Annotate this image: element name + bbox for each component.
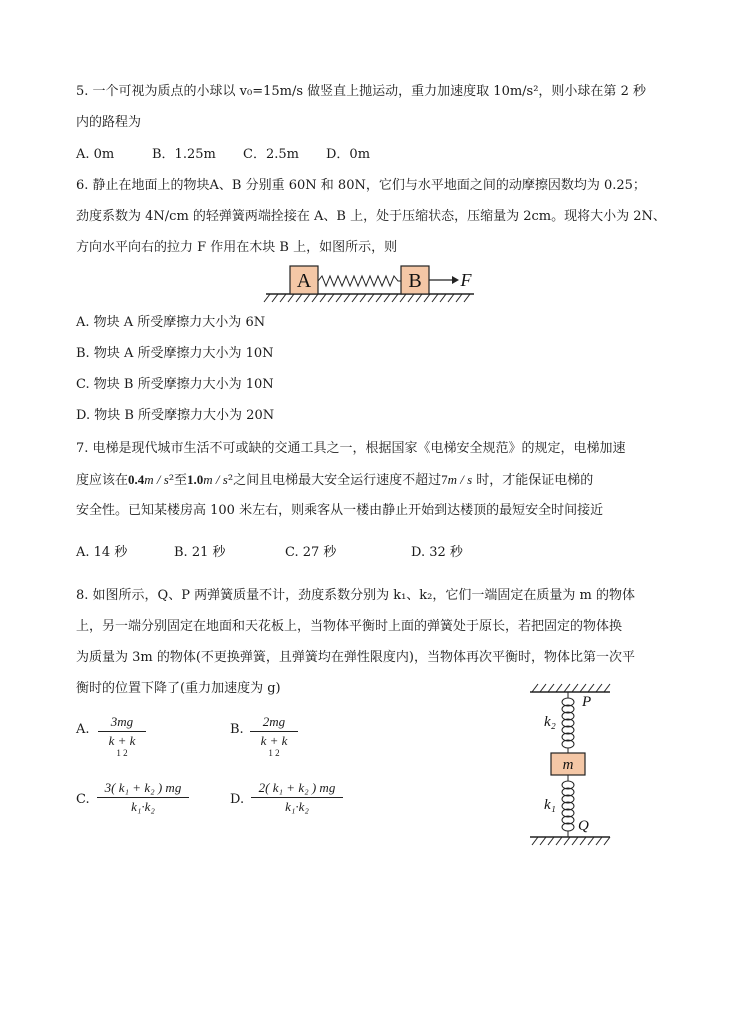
q7-line2: 度应该在0.4m / s²至1.0m / s²之间且电梯最大安全运行速度不超过7m / s 时，才能保证电梯的 — [76, 472, 594, 488]
q7-line1: 7. 电梯是现代城市生活不可或缺的交通工具之一，根据国家《电梯安全规范》的规定，电梯加速 — [76, 441, 626, 456]
q8-line4: 衡时的位置下降了(重力加速度为 g) — [76, 681, 281, 696]
q6-option-d: D. 物块 B 所受摩擦力大小为 20N — [76, 408, 275, 423]
q8-option-b-fraction: 2mg k + k 1 2 — [250, 714, 298, 758]
spring — [318, 276, 401, 286]
block-a-label: A — [296, 270, 312, 292]
q8-option-c-label: C. — [76, 792, 90, 807]
q8-option-b-label: B. — [230, 722, 244, 737]
q5-option-a: A. 0m — [76, 147, 115, 162]
q5-line2: 内的路程为 — [76, 115, 142, 130]
q6-line3: 方向水平向右的拉力 F 作用在木块 B 上，如图所示，则 — [76, 240, 398, 255]
force-label: F — [460, 270, 472, 290]
q8-option-a-fraction: 3mg k + k 1 2 — [98, 714, 146, 758]
block-b-label: B — [408, 270, 422, 292]
q8-option-a-label: A. — [76, 722, 90, 737]
spring-q — [562, 775, 574, 837]
q6-option-a: A. 物块 A 所受摩擦力大小为 6N — [76, 315, 266, 330]
q7-option-c: C. 27 秒 — [285, 545, 337, 560]
label-p: P — [582, 694, 592, 710]
q8-line3: 为质量为 3m 的物体(不更换弹簧，且弹簧均在弹性限度内)，当物体再次平衡时，物体比第一次平 — [76, 650, 636, 665]
label-q: Q — [578, 818, 589, 834]
spring-p — [562, 692, 574, 753]
q8-option-d-label: D. — [230, 792, 245, 807]
q8-line2: 上，另一端分别固定在地面和天花板上，当物体平衡时上面的弹簧处于原长，若把固定的物体换 — [76, 619, 623, 634]
q5-line1: 5. 一个可视为质点的小球以 v₀=15m/s 做竖直上抛运动，重力加速度取 10m/s²，则小球在第 2 秒 — [76, 84, 646, 99]
q5-option-c: C．2.5m — [243, 147, 299, 162]
q8-option-c-fraction: 3( k₁ + k₂ ) mg k₁·k₂ — [97, 780, 189, 815]
q5-option-d: D．0m — [326, 147, 371, 162]
q7-option-a: A. 14 秒 — [76, 545, 128, 560]
q6-option-b: B. 物块 A 所受摩擦力大小为 10N — [76, 346, 274, 361]
vertical-springs-figure — [524, 682, 616, 846]
q7-option-d: D. 32 秒 — [411, 545, 463, 560]
q7-line3: 安全性。已知某楼房高 100 米左右，则乘客从一楼由静止开始到达楼顶的最短安全时间接近 — [76, 503, 604, 518]
q8-line1: 8. 如图所示，Q、P 两弹簧质量不计，劲度系数分别为 k₁、k₂，它们一端固定在质量为 m 的物体 — [76, 588, 635, 603]
q5-option-b: B．1.25m — [152, 147, 216, 162]
label-k1: k₁ — [544, 797, 556, 813]
q8-option-d-fraction: 2( k₁ + k₂ ) mg k₁·k₂ — [251, 780, 343, 815]
label-k2: k₂ — [544, 714, 556, 730]
mass-label: m — [562, 757, 574, 773]
q6-option-c: C. 物块 B 所受摩擦力大小为 10N — [76, 377, 274, 392]
q6-line2: 劲度系数为 4N/cm 的轻弹簧两端拴接在 A、B 上，处于压缩状态，压缩量为 2cm。现将大小为 2N、 — [76, 209, 666, 224]
q7-option-b: B. 21 秒 — [174, 545, 226, 560]
spring-blocks-figure — [260, 262, 480, 304]
q6-line1: 6. 静止在地面上的物块A、B 分别重 60N 和 80N，它们与水平地面之间的动摩擦因数均为 0.25； — [76, 178, 646, 193]
